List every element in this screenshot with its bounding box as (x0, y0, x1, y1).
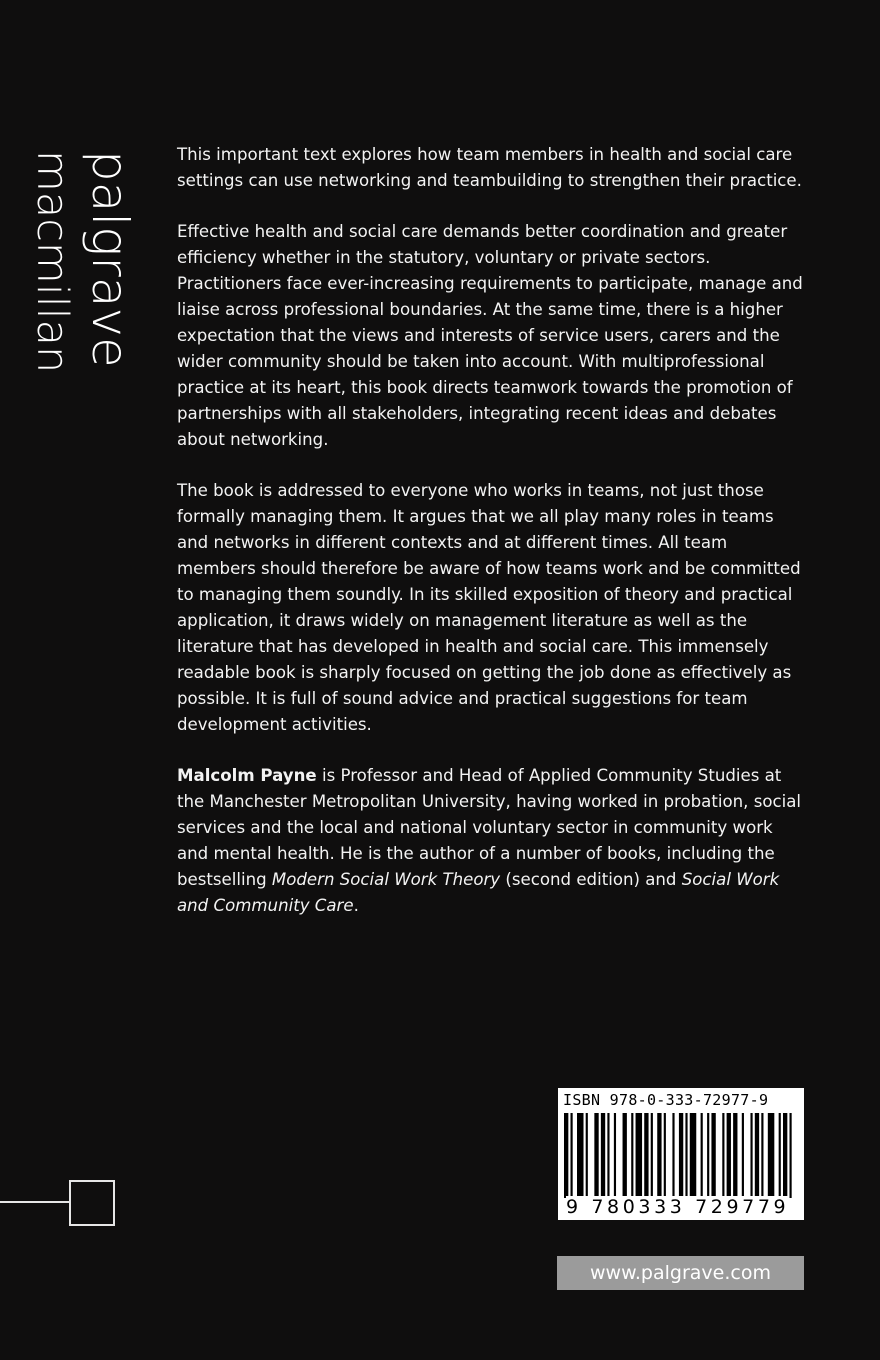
blurb-paragraph-audience: The book is addressed to everyone who works in teams, not just those formally managing them. It argues that we all play many roles in teams and networks in different contexts and at different times. All team members should therefore be aware of how teams work and be committed to managing them soundly. In its skilled exposition of theory and practical application, it draws widely on management literature as well as the literature that has developed in health and social care. This immensely readable book is sharply focused on getting the job done as effectively as possible. It is full of sound advice and practical suggestions for team development activities. (177, 481, 801, 734)
logo-line-macmillan: macmillan (27, 150, 77, 374)
logo-line-palgrave: palgrave (81, 150, 139, 368)
book-title-1: Modern Social Work Theory (271, 870, 501, 889)
barcode-digits: 9 780333 729779 (566, 1196, 790, 1218)
decorative-square (69, 1180, 115, 1226)
back-cover-blurb (177, 142, 807, 944)
author-bio-end: . (353, 896, 359, 915)
blurb-paragraph-overview: Effective health and social care demands better coordination and greater efficiency whether in the statutory, voluntary or private sectors. Practitioners face ever-increasing requirements to participate, manage and liaise across professional boundaries. At the same time, there is a higher expectation that the views and interests of service users, carers and the wider community should be taken into account. With multiprofessional practice at its heart, this book directs teamwork towards the promotion of partnerships with all stakeholders, integrating recent ideas and debates about networking. (177, 222, 803, 449)
author-bio-text: is Professor and Head of Applied Community Studies at the Manchester Metropolitan University, having worked in probation, social services and the local and national voluntary sector in community work and mental health. He is the author of a number of books, including the bestselling (177, 766, 801, 889)
blurb-paragraph-intro: This important text explores how team members in health and social care settings can use networking and teambuilding to strengthen their practice. (177, 145, 802, 190)
isbn-barcode (558, 1088, 804, 1220)
decorative-line (0, 1201, 71, 1203)
isbn-label: ISBN 978-0-333-72977-9 (563, 1091, 769, 1109)
book-title-2: Social Work and Community Care (177, 870, 780, 915)
author-name: Malcolm Payne (177, 766, 317, 785)
barcode-icon (564, 1113, 796, 1198)
author-bio-text-2: (second edition) and (500, 870, 682, 889)
author-bio (177, 763, 807, 919)
publisher-website[interactable]: www.palgrave.com (557, 1256, 804, 1290)
publisher-logo (27, 150, 140, 405)
